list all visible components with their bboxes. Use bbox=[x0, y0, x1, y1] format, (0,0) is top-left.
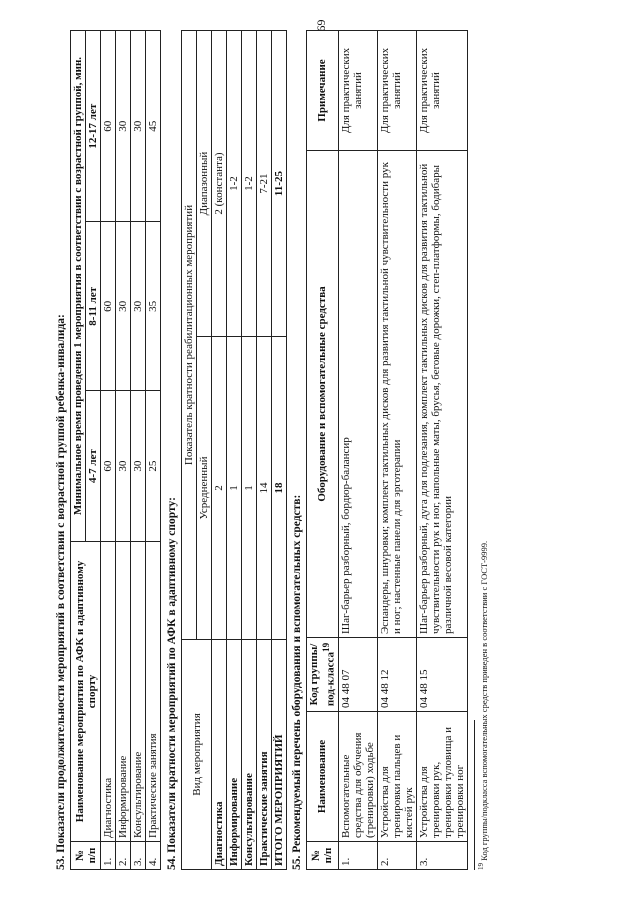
col-header-age: 4-7 лет bbox=[86, 391, 101, 542]
row-code: 04 48 12 bbox=[377, 638, 416, 712]
footnote-mark: 19 bbox=[476, 862, 485, 870]
col-header-equipment: Оборудование и вспомогательные средства bbox=[307, 151, 339, 638]
table-row bbox=[131, 31, 146, 870]
col-header-average: Усредненный bbox=[197, 337, 212, 640]
row-name: Устройства для тренировки пальцев и кистей рук bbox=[377, 712, 416, 842]
duration-table bbox=[70, 30, 161, 870]
row-average: 2 bbox=[212, 337, 227, 640]
table-row bbox=[116, 31, 131, 870]
row-range: 7-21 bbox=[257, 31, 272, 337]
col-header-age: 12-17 лет bbox=[86, 31, 101, 222]
footnote-text: Код группы/подкласса вспомогательных средств приведен в соответствии с ГОСТ-9999. bbox=[478, 540, 489, 861]
col-header-event-kind: Вид мероприятия bbox=[182, 640, 212, 870]
table-row bbox=[338, 31, 377, 870]
row-value: 45 bbox=[146, 31, 161, 222]
code-header-text: Код группы/под-класса bbox=[308, 643, 337, 707]
col-header-code bbox=[307, 638, 339, 712]
row-name: Устройства для тренировки рук, тренировки туловища и тренировки ног bbox=[416, 712, 467, 842]
row-name: Информирование bbox=[116, 542, 131, 842]
equipment-table bbox=[306, 30, 468, 870]
row-value: 30 bbox=[116, 391, 131, 542]
row-name: Практические занятия bbox=[146, 542, 161, 842]
row-name: Вспомогательные средства для обучения (тренировки) ходьбе bbox=[338, 712, 377, 842]
total-label: ИТОГО МЕРОПРИЯТИЙ bbox=[272, 640, 287, 870]
table-row bbox=[212, 31, 227, 870]
col-header-frequency: Показатель кратности реабилитационных мероприятий bbox=[182, 31, 197, 640]
page-number: 69 bbox=[314, 19, 329, 32]
row-note: Для практических занятий bbox=[338, 31, 377, 151]
total-row bbox=[272, 31, 287, 870]
row-equipment: Эспандеры, шнуровки; комплект тактильных дисков для развития тактильной чувствительности рук и ног; настенные панели для эрготерапии bbox=[377, 151, 416, 638]
table-row bbox=[377, 31, 416, 870]
row-name: Практические занятия bbox=[257, 640, 272, 870]
section-53-title: 53. Показатели продолжительности мероприятий в соответствии с возрастной группой ребенка-инвалида: bbox=[55, 314, 67, 870]
row-range: 2 (константа) bbox=[212, 31, 227, 337]
table-row bbox=[227, 31, 242, 870]
row-num: 4. bbox=[146, 842, 161, 870]
row-value: 30 bbox=[131, 31, 146, 222]
section-55-title: 55. Рекомендуемый перечень оборудования и вспомогательных средств: bbox=[291, 494, 303, 870]
table-row bbox=[101, 31, 116, 870]
col-header-event-name: Наименование мероприятия по АФК и адаптивному спорту bbox=[71, 542, 101, 842]
total-range: 11-25 bbox=[272, 31, 287, 337]
row-average: 1 bbox=[242, 337, 257, 640]
row-value: 30 bbox=[131, 222, 146, 391]
row-name: Диагностика bbox=[101, 542, 116, 842]
row-name: Информирование bbox=[227, 640, 242, 870]
col-header-age: 8-11 лет bbox=[86, 222, 101, 391]
row-name: Консультирование bbox=[242, 640, 257, 870]
row-note: Для практических занятий bbox=[416, 31, 467, 151]
row-equipment: Шаг-барьер разборный, дуга для подлезания, комплект тактильных дисков для развития тактильной чувствительности рук и ног, напольные маты, брусья, беговые дорожки, степ-платформы, бодибары различной весовой категории bbox=[416, 151, 467, 638]
rotated-page-content bbox=[55, 30, 635, 870]
row-range: 1-2 bbox=[227, 31, 242, 337]
row-average: 1 bbox=[227, 337, 242, 640]
table-row bbox=[242, 31, 257, 870]
row-code: 04 48 07 bbox=[338, 638, 377, 712]
col-header-range: Диапазонный bbox=[197, 31, 212, 337]
row-note: Для практических занятий bbox=[377, 31, 416, 151]
row-range: 1-2 bbox=[242, 31, 257, 337]
row-value: 25 bbox=[146, 391, 161, 542]
row-value: 30 bbox=[116, 31, 131, 222]
frequency-table bbox=[181, 30, 287, 870]
table-row bbox=[416, 31, 467, 870]
row-code: 04 48 15 bbox=[416, 638, 467, 712]
section-54-title: 54. Показатели кратности мероприятий по АФК в адаптивному спорту: bbox=[166, 497, 178, 870]
row-num: 2. bbox=[377, 842, 416, 870]
row-num: 2. bbox=[116, 842, 131, 870]
row-name: Диагностика bbox=[212, 640, 227, 870]
footnote-ref: 19 bbox=[321, 642, 331, 652]
table-row bbox=[146, 31, 161, 870]
row-num: 1. bbox=[338, 842, 377, 870]
row-value: 35 bbox=[146, 222, 161, 391]
table-row bbox=[257, 31, 272, 870]
row-value: 30 bbox=[116, 222, 131, 391]
row-num: 3. bbox=[416, 842, 467, 870]
row-value: 60 bbox=[101, 31, 116, 222]
col-header-min-time: Минимальное время проведения 1 мероприятия в соответствии с возрастной группой, мин. bbox=[71, 31, 86, 542]
row-name: Консультирование bbox=[131, 542, 146, 842]
row-equipment: Шаг-барьер разборный, бордюр-балансир bbox=[338, 151, 377, 638]
col-header-num: № п/п bbox=[307, 842, 339, 870]
col-header-name: Наименование bbox=[307, 712, 339, 842]
row-value: 30 bbox=[131, 391, 146, 542]
row-average: 14 bbox=[257, 337, 272, 640]
row-num: 3. bbox=[131, 842, 146, 870]
col-header-note: Примечание bbox=[307, 31, 339, 151]
footnote bbox=[477, 30, 489, 870]
row-value: 60 bbox=[101, 391, 116, 542]
col-header-num: № п/п bbox=[71, 842, 101, 870]
row-num: 1. bbox=[101, 842, 116, 870]
footnote-divider bbox=[474, 720, 475, 870]
row-value: 60 bbox=[101, 222, 116, 391]
total-average: 18 bbox=[272, 337, 287, 640]
